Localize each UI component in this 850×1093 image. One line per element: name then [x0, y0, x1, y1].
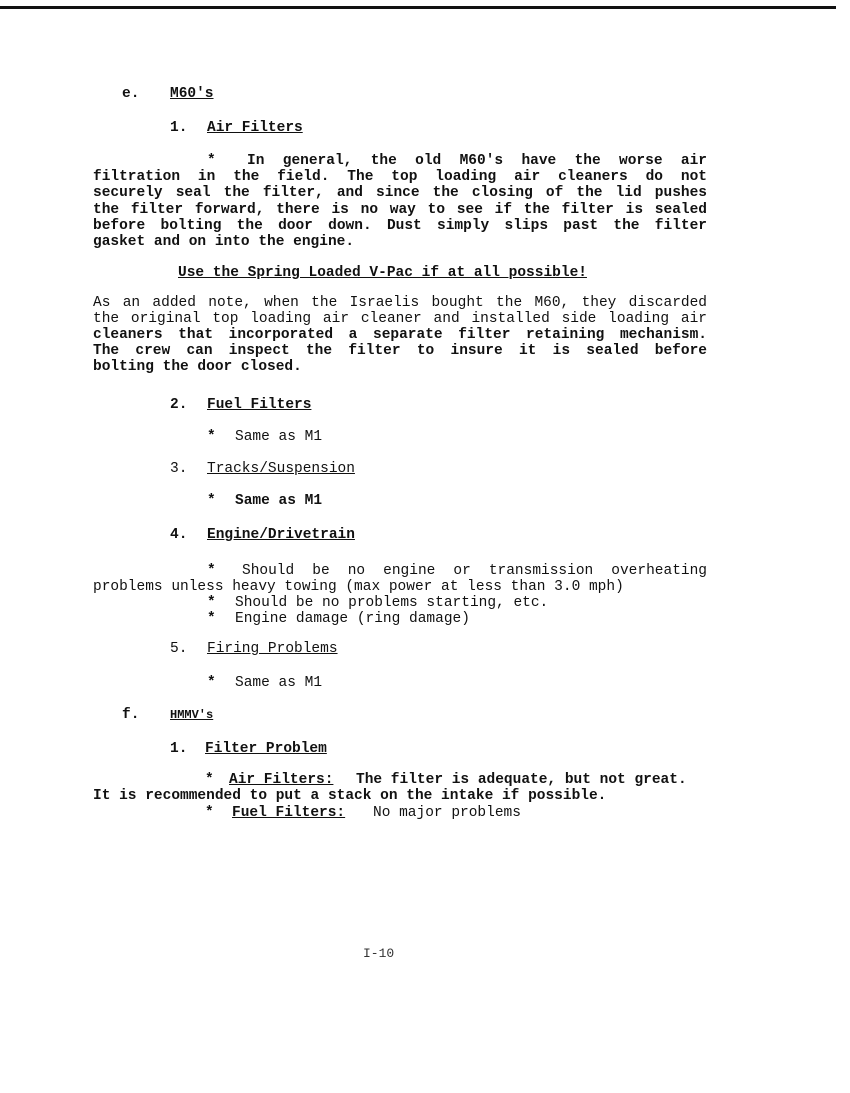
bullet: *	[207, 429, 216, 445]
bullet-text: No major problems	[373, 805, 521, 821]
page-number: I-10	[363, 946, 395, 961]
item-title: Engine/Drivetrain	[207, 527, 355, 543]
paragraph-line: The crew can inspect the filter to insure it is sealed before	[93, 343, 707, 359]
bullet: *	[207, 675, 216, 691]
item-number: 1.	[170, 741, 188, 757]
paragraph-line: Should be no engine or transmission overheating	[242, 563, 707, 579]
bullet: *	[205, 772, 214, 788]
bullet: *	[207, 611, 216, 627]
item-number: 4.	[170, 527, 188, 543]
bullet: *	[207, 595, 216, 611]
paragraph-line: It is recommended to put a stack on the intake if possible.	[93, 788, 607, 804]
section-letter: e.	[122, 86, 140, 102]
paragraph-line: cleaners that incorporated a separate filter retaining mechanism.	[93, 327, 707, 343]
item-title: Fuel Filters	[207, 397, 312, 413]
bullet: *	[207, 493, 216, 509]
paragraph-line: filtration in the field. The top loading air cleaners do not	[93, 169, 707, 185]
bullet-text: Same as M1	[235, 675, 323, 691]
bullet-text: Should be no problems starting, etc.	[235, 595, 549, 611]
item-title: Firing Problems	[207, 641, 338, 657]
bullet: *	[207, 563, 216, 579]
bullet-text: Same as M1	[235, 429, 323, 445]
paragraph-line: bolting the door closed.	[93, 359, 302, 375]
bullet-text: Engine damage (ring damage)	[235, 611, 470, 627]
bullet: *	[207, 153, 216, 169]
item-title: Tracks/Suspension	[207, 461, 355, 477]
paragraph-line: problems unless heavy towing (max power at less than 3.0 mph)	[93, 579, 624, 595]
item-number: 2.	[170, 397, 188, 413]
item-number: 3.	[170, 461, 188, 477]
paragraph-line: the filter forward, there is no way to see if the filter is sealed	[93, 202, 707, 218]
item-title: Air Filters	[207, 120, 303, 136]
paragraph-line: As an added note, when the Israelis bought the M60, they discarded	[93, 295, 707, 311]
bullet-text: The filter is adequate, but not great.	[356, 772, 687, 788]
bullet: *	[205, 805, 214, 821]
paragraph-line: the original top loading air cleaner and installed side loading air	[93, 311, 707, 327]
paragraph-line: gasket and on into the engine.	[93, 234, 355, 250]
emphasis-line: Use the Spring Loaded V-Pac if at all possible!	[178, 265, 587, 281]
paragraph-line: before bolting the door down. Dust simply slips past the filter	[93, 218, 707, 234]
paragraph-line: In general, the old M60's have the worse air	[247, 153, 707, 169]
subheading-label: Fuel Filters:	[232, 805, 346, 821]
item-title: Filter Problem	[205, 741, 327, 757]
section-title: M60's	[170, 86, 214, 102]
subheading-label: Air Filters:	[229, 772, 334, 788]
top-rule	[0, 6, 836, 9]
section-letter: f.	[122, 707, 140, 723]
section-title: HMMV's	[170, 708, 214, 722]
item-number: 1.	[170, 120, 188, 136]
item-number: 5.	[170, 641, 188, 657]
bullet-text: Same as M1	[235, 493, 323, 509]
paragraph-line: securely seal the filter, and since the closing of the lid pushes	[93, 185, 707, 201]
